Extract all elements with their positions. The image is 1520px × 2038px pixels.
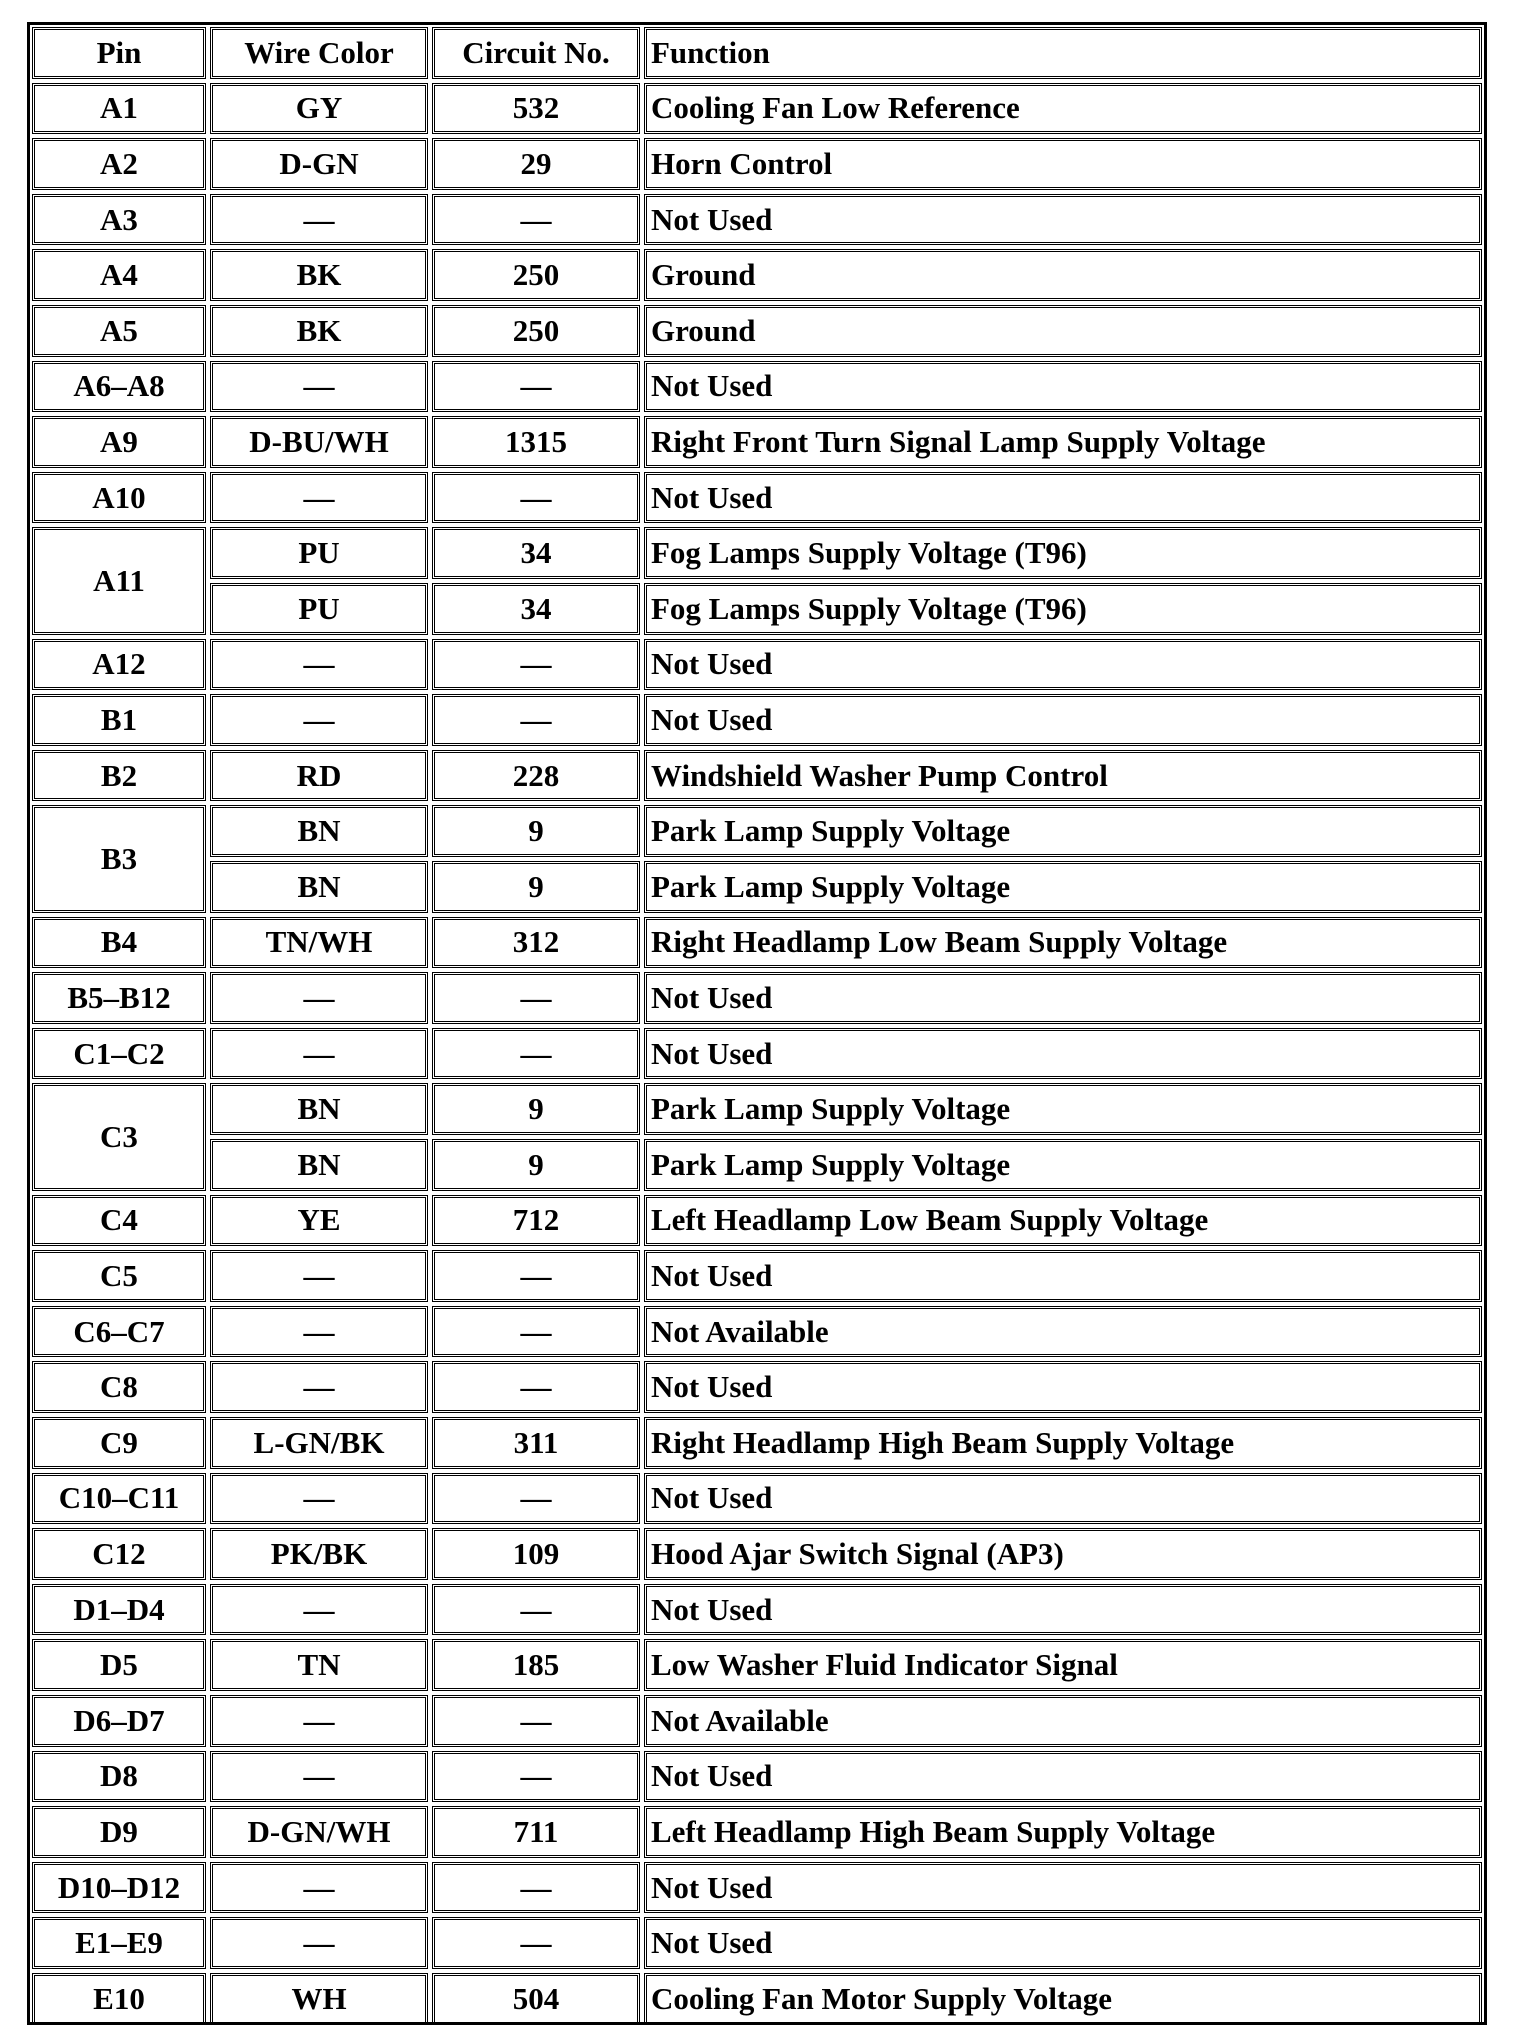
function-cell: Not Used	[644, 1028, 1482, 1080]
wire-color-cell: BK	[210, 305, 428, 357]
circuit-number-cell: —	[432, 1473, 640, 1525]
circuit-number-cell: 34	[432, 527, 640, 579]
function-cell: Right Front Turn Signal Lamp Supply Voltage	[644, 416, 1482, 468]
circuit-number-cell: 504	[432, 1973, 640, 2025]
circuit-number-cell: 711	[432, 1806, 640, 1858]
circuit-number-cell: 185	[432, 1639, 640, 1691]
pin-cell: E10	[32, 1973, 206, 2025]
function-cell: Cooling Fan Low Reference	[644, 83, 1482, 135]
wire-color-cell: —	[210, 1862, 428, 1914]
function-cell: Not Used	[644, 1917, 1482, 1969]
pin-cell: A4	[32, 249, 206, 301]
wire-color-cell: —	[210, 694, 428, 746]
pin-cell: D9	[32, 1806, 206, 1858]
pin-cell: C8	[32, 1361, 206, 1413]
function-cell: Not Used	[644, 639, 1482, 691]
wire-color-cell: —	[210, 1584, 428, 1636]
pin-cell: C3	[32, 1083, 206, 1190]
circuit-number-cell: —	[432, 194, 640, 246]
function-cell: Fog Lamps Supply Voltage (T96)	[644, 583, 1482, 635]
function-cell: Ground	[644, 305, 1482, 357]
pin-cell: B4	[32, 917, 206, 969]
circuit-number-cell: 1315	[432, 416, 640, 468]
wire-color-cell: BK	[210, 249, 428, 301]
wire-color-cell: PK/BK	[210, 1528, 428, 1580]
pin-cell: B5–B12	[32, 972, 206, 1024]
wire-color-cell: TN	[210, 1639, 428, 1691]
function-cell: Park Lamp Supply Voltage	[644, 1083, 1482, 1135]
circuit-number-cell: —	[432, 1862, 640, 1914]
wire-color-cell: BN	[210, 805, 428, 857]
wire-color-cell: L-GN/BK	[210, 1417, 428, 1469]
header-circuit: Circuit No.	[432, 27, 640, 79]
pin-cell: C1–C2	[32, 1028, 206, 1080]
function-cell: Fog Lamps Supply Voltage (T96)	[644, 527, 1482, 579]
wire-color-cell: D-GN	[210, 138, 428, 190]
circuit-number-cell: 250	[432, 249, 640, 301]
function-cell: Park Lamp Supply Voltage	[644, 861, 1482, 913]
wire-color-cell: —	[210, 639, 428, 691]
wire-color-cell: —	[210, 361, 428, 413]
pin-cell: B1	[32, 694, 206, 746]
pin-cell: C4	[32, 1195, 206, 1247]
function-cell: Not Used	[644, 361, 1482, 413]
pin-cell: D10–D12	[32, 1862, 206, 1914]
circuit-number-cell: —	[432, 1917, 640, 1969]
pin-cell: A1	[32, 83, 206, 135]
wire-color-cell: —	[210, 1695, 428, 1747]
pin-table	[27, 22, 1487, 2025]
wire-color-cell: BN	[210, 1083, 428, 1135]
circuit-number-cell: —	[432, 1584, 640, 1636]
wire-color-cell: D-BU/WH	[210, 416, 428, 468]
wire-color-cell: PU	[210, 527, 428, 579]
circuit-number-cell: 712	[432, 1195, 640, 1247]
pin-cell: A6–A8	[32, 361, 206, 413]
pin-cell: A5	[32, 305, 206, 357]
pin-cell: C10–C11	[32, 1473, 206, 1525]
wire-color-cell: TN/WH	[210, 917, 428, 969]
wire-color-cell: —	[210, 472, 428, 524]
pin-cell: D6–D7	[32, 1695, 206, 1747]
header-function: Function	[644, 27, 1482, 79]
pin-cell: B2	[32, 750, 206, 802]
wire-color-cell: YE	[210, 1195, 428, 1247]
circuit-number-cell: —	[432, 361, 640, 413]
function-cell: Park Lamp Supply Voltage	[644, 1139, 1482, 1191]
pin-cell: B3	[32, 805, 206, 912]
circuit-number-cell: 250	[432, 305, 640, 357]
circuit-number-cell: —	[432, 694, 640, 746]
circuit-number-cell: —	[432, 639, 640, 691]
function-cell: Not Used	[644, 1361, 1482, 1413]
circuit-number-cell: —	[432, 1751, 640, 1803]
wire-color-cell: BN	[210, 861, 428, 913]
header-pin: Pin	[32, 27, 206, 79]
wire-color-cell: —	[210, 1473, 428, 1525]
wire-color-cell: —	[210, 1250, 428, 1302]
circuit-number-cell: 34	[432, 583, 640, 635]
pin-cell: A11	[32, 527, 206, 634]
pin-cell: C5	[32, 1250, 206, 1302]
pin-cell: C12	[32, 1528, 206, 1580]
function-cell: Left Headlamp Low Beam Supply Voltage	[644, 1195, 1482, 1247]
function-cell: Horn Control	[644, 138, 1482, 190]
circuit-number-cell: —	[432, 1695, 640, 1747]
wire-color-cell: —	[210, 1361, 428, 1413]
wire-color-cell: —	[210, 1751, 428, 1803]
function-cell: Not Used	[644, 1862, 1482, 1914]
wire-color-cell: RD	[210, 750, 428, 802]
pin-cell: C9	[32, 1417, 206, 1469]
circuit-number-cell: 9	[432, 805, 640, 857]
function-cell: Park Lamp Supply Voltage	[644, 805, 1482, 857]
wire-color-cell: —	[210, 1306, 428, 1358]
function-cell: Right Headlamp High Beam Supply Voltage	[644, 1417, 1482, 1469]
circuit-number-cell: 532	[432, 83, 640, 135]
wire-color-cell: —	[210, 1917, 428, 1969]
header-color: Wire Color	[210, 27, 428, 79]
function-cell: Not Used	[644, 694, 1482, 746]
pin-cell: D8	[32, 1751, 206, 1803]
circuit-number-cell: 109	[432, 1528, 640, 1580]
function-cell: Not Used	[644, 1473, 1482, 1525]
wire-color-cell: GY	[210, 83, 428, 135]
circuit-number-cell: 9	[432, 861, 640, 913]
wire-color-cell: —	[210, 1028, 428, 1080]
pin-cell: E1–E9	[32, 1917, 206, 1969]
circuit-number-cell: —	[432, 472, 640, 524]
circuit-number-cell: 9	[432, 1139, 640, 1191]
pin-cell: D1–D4	[32, 1584, 206, 1636]
pin-cell: A10	[32, 472, 206, 524]
circuit-number-cell: 29	[432, 138, 640, 190]
pin-cell: D5	[32, 1639, 206, 1691]
function-cell: Not Used	[644, 472, 1482, 524]
function-cell: Not Available	[644, 1306, 1482, 1358]
pin-cell: C6–C7	[32, 1306, 206, 1358]
function-cell: Left Headlamp High Beam Supply Voltage	[644, 1806, 1482, 1858]
wire-color-cell: D-GN/WH	[210, 1806, 428, 1858]
wire-color-cell: BN	[210, 1139, 428, 1191]
wire-color-cell: PU	[210, 583, 428, 635]
function-cell: Windshield Washer Pump Control	[644, 750, 1482, 802]
circuit-number-cell: 312	[432, 917, 640, 969]
circuit-number-cell: —	[432, 1028, 640, 1080]
pin-cell: A3	[32, 194, 206, 246]
pin-cell: A12	[32, 639, 206, 691]
function-cell: Not Used	[644, 194, 1482, 246]
function-cell: Not Used	[644, 1250, 1482, 1302]
circuit-number-cell: —	[432, 1361, 640, 1413]
function-cell: Hood Ajar Switch Signal (AP3)	[644, 1528, 1482, 1580]
wire-color-cell: WH	[210, 1973, 428, 2025]
function-cell: Right Headlamp Low Beam Supply Voltage	[644, 917, 1482, 969]
circuit-number-cell: 311	[432, 1417, 640, 1469]
function-cell: Cooling Fan Motor Supply Voltage	[644, 1973, 1482, 2025]
function-cell: Not Used	[644, 972, 1482, 1024]
function-cell: Low Washer Fluid Indicator Signal	[644, 1639, 1482, 1691]
wire-color-cell: —	[210, 972, 428, 1024]
circuit-number-cell: —	[432, 972, 640, 1024]
circuit-number-cell: 9	[432, 1083, 640, 1135]
function-cell: Not Used	[644, 1584, 1482, 1636]
function-cell: Ground	[644, 249, 1482, 301]
circuit-number-cell: 228	[432, 750, 640, 802]
pin-cell: A2	[32, 138, 206, 190]
circuit-number-cell: —	[432, 1306, 640, 1358]
wire-color-cell: —	[210, 194, 428, 246]
function-cell: Not Used	[644, 1751, 1482, 1803]
function-cell: Not Available	[644, 1695, 1482, 1747]
pin-cell: A9	[32, 416, 206, 468]
circuit-number-cell: —	[432, 1250, 640, 1302]
